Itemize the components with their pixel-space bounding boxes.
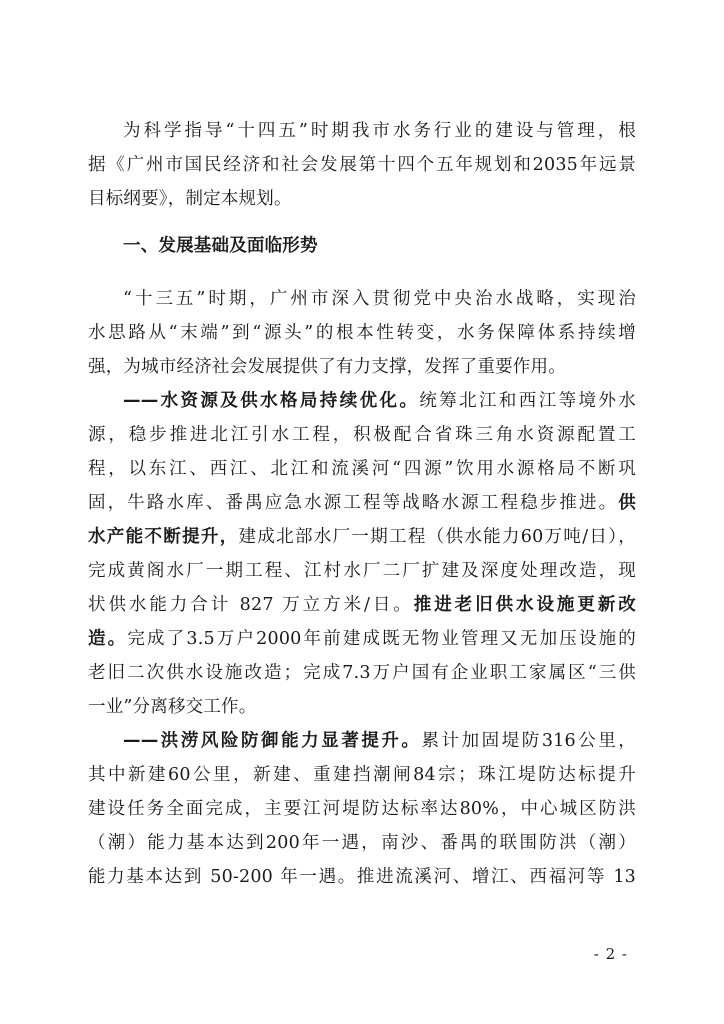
p3-line-4: （潮）能力基本达到200年一遇，南沙、番禺的联围防洪（潮） [88,833,636,853]
p2-line-1 [88,389,636,413]
p2-line-10: 一业”分离移交工作。 [88,697,257,717]
p2-line-2: 源，稳步推进北江引水工程，积极配合省珠三角水资源配置工 [88,425,636,445]
p1-line-1: “十三五”时期，广州市深入贯彻党中央治水战略，实现治 [123,289,636,309]
p2-line-9: 老旧二次供水设施改造；完成7.3万户国有企业职工家属区“三供 [88,663,636,683]
section-heading: 一、发展基础及面临形势 [123,236,318,256]
p2-line-8 [88,627,636,651]
p2-subheading-capacity: 水产能不断提升， [88,527,239,547]
page-number: - 2 - [593,945,628,963]
intro-line-2: 据《广州市国民经济和社会发展第十四个五年规划和2035年远景 [88,155,636,175]
p1-line-3: 强，为城市经济社会发展提供了有力支撑，发挥了重要作用。 [88,357,566,377]
p2-line-8-text: 完成了3.5万户2000年前建成既无物业管理又无加压设施的 [127,629,636,649]
p2-line-4-text: 固，牛路水库、番禺应急水源工程等战略水源工程稳步推进。 [88,493,619,513]
p2-subheading-renewal: 推进老旧供水设施更新改 [413,595,636,615]
p3-lead-heading: ——洪涝风险防御能力显著提升。 [123,731,422,751]
p2-line-5-text: 建成北部水厂一期工程（供水能力60万吨/日）， [238,527,636,547]
p3-line-2: 其中新建60公里，新建、重建挡潮闸84宗；珠江堤防达标提升 [88,765,636,785]
p3-line-5: 能力基本达到 50-200 年一遇。推进流溪河、增江、西福河等 13 [88,867,636,887]
p2-line-4 [88,491,636,515]
intro-line-3: 目标纲要》，制定本规划。 [88,189,292,209]
p1-line-2: 水思路从“末端”到“源头”的根本性转变，水务保障体系持续增 [88,323,636,343]
p2-lead-heading: ——水资源及供水格局持续优化。 [123,391,420,411]
p3-line-1 [88,729,636,753]
intro-line-1: 为科学指导“十四五”时期我市水务行业的建设与管理，根 [123,121,636,141]
p3-line-1-text: 累计加固堤防316公里， [421,731,636,751]
p2-line-7 [88,593,636,617]
p2-line-7-text: 状供水能力合计 827 万立方米/日。 [88,595,414,615]
p3-line-3: 建设任务全面完成，主要江河堤防达标率达80%，中心城区防洪 [88,799,636,819]
p2-line-6: 完成黄阁水厂一期工程、江村水厂二厂扩建及深度处理改造，现 [88,561,636,581]
p2-line-5 [88,525,636,549]
p2-line-4-bold: 供 [618,493,636,513]
p2-line-1-text: 统筹北江和西江等境外水 [419,391,637,411]
p2-subheading-renewal-end: 造。 [88,629,128,649]
p2-line-3: 程，以东江、西江、北江和流溪河“四源”饮用水源格局不断巩 [88,459,636,479]
